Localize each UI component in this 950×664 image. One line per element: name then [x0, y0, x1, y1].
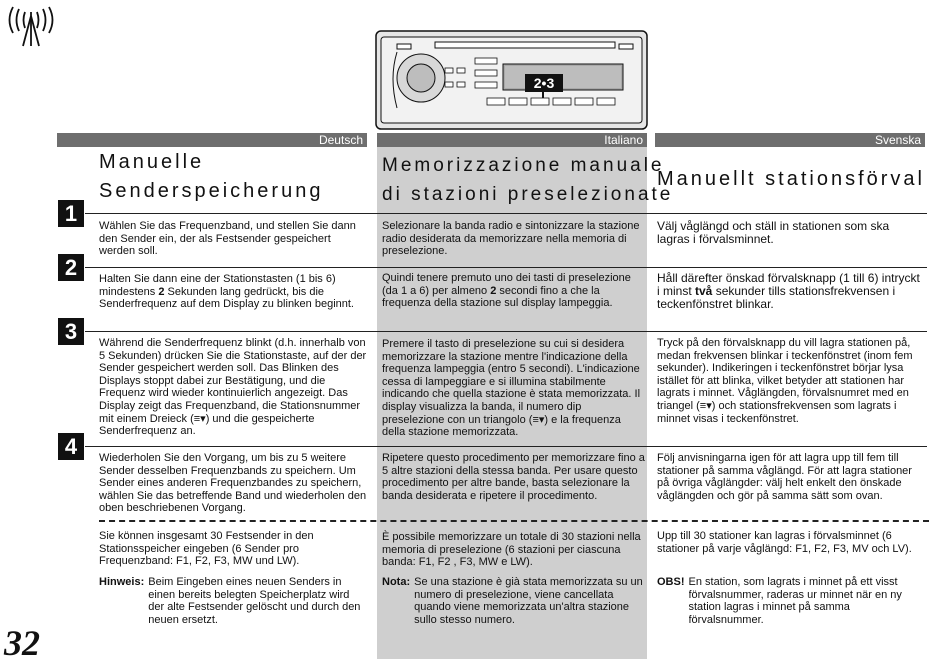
german-step-2-text: Halten Sie dann eine der Stationstasten (1 bis 6) mindestens 2 Sekunden lang gedrückt, bis die Senderfrequenz auf dem Display zu blinken beginnt. [99, 273, 354, 311]
italian-title: Memorizzazione manuale di stazioni preselezionate [382, 155, 674, 205]
swedish-header: Svenska [655, 133, 925, 147]
swedish-step-3-text: Tryck på den förvalsknapp du vill lagra stationen på, medan frekvensen blinkar i teckenfönstret (inom fem sekunder). Indikeringen i teckenfönstret börjar lysa istället för att blinka, vilket betyder att stationen har lagrats i minnet. Våglängden, förvalsnumret med en triangel (≡▾) och stationsfrekvensen som lagrats i minnet visas i teckenfönstret. [657, 337, 913, 425]
german-step-4-text: Wiederholen Sie den Vorgang, um bis zu 5 weitere Sender desselben Frequenzbands zu speichern. Um Sender eines anderen Frequenzbandes zu speichern, wählen Sie das betreffende Band und wiederholen den oben beschriebenen Vorgang. [99, 452, 367, 515]
step-number-4: 4 [58, 433, 84, 460]
preset-triangle-icon: ≡▾ [193, 412, 206, 425]
swedish-step-1-text: Välj våglängd och ställ in stationen som ska lagras i förvalsminnet. [657, 219, 890, 246]
divider-step-1 [85, 213, 927, 214]
divider-step-4 [85, 446, 927, 447]
swedish-step-4-text: Följ anvisningarna igen för att lagra upp till fem till stationer på samma våglängd. För att lagra stationer på övriga våglängder: välj helt enkelt den önskade våglängden och gör på samma sätt som ovan. [657, 452, 912, 502]
radio-antenna-icon [6, 6, 56, 48]
step-number-1: 1 [58, 200, 84, 227]
divider-step-2 [85, 267, 927, 268]
german-step-1-text: Wählen Sie das Frequenzband, und stellen Sie dann den Sender ein, der als Festsender gespeichert werden soll. [99, 220, 356, 258]
preset-buttons-callout: 2•3 [533, 75, 555, 91]
preset-triangle-icon: ≡▾ [699, 399, 712, 412]
italian-step-1-text: Selezionare la banda radio e sintonizzare la stazione radio desiderata da memorizzare nella memoria di preselezione. [382, 220, 640, 258]
dashed-separator [99, 520, 929, 522]
preset-triangle-icon: ≡▾ [532, 413, 545, 426]
swedish-step-2-text: Håll därefter önskad förvalsknapp (1 till 6) intryckt i minst två sekunder tills stationsfrekvensen i teckenfönstret blinkar. [657, 271, 920, 311]
swedish-title: Manuellt stationsförval [657, 168, 925, 190]
italian-step-2-text: Quindi tenere premuto uno dei tasti di preselezione (da 1 a 6) per almeno 2 secondi fino a che la frequenza della stazione sul display lampeggia. [382, 272, 631, 310]
german-step-3-text: Während die Senderfrequenz blinkt (d.h. innerhalb von 5 Sekunden) drücken Sie die Stationstaste, auf der der Sender gespeichert werden soll. Das Blinken des Displays stoppt dabei zur Bestätigung, und die Frequenz wird wieder kontinuierlich angezeigt. Das Display zeigt das Frequenzband, die Stationsnummer mit einem Dreieck (≡▾) und die gespeicherte Senderfrequenz an. [99, 337, 367, 438]
german-header: Deutsch [57, 133, 367, 147]
divider-step-3 [85, 331, 927, 332]
step-number-2: 2 [58, 254, 84, 281]
step-number-3: 3 [58, 318, 84, 345]
head-unit-illustration [375, 30, 648, 130]
italian-header: Italiano [377, 133, 647, 147]
german-title: Manuelle Senderspeicherung [99, 151, 324, 202]
italian-note: Nota: Se una stazione è già stata memorizzata su un numero di preselezione, viene cancellata quando viene memorizzata un'altra stazione sullo stesso numero. [382, 576, 643, 626]
swedish-note: OBS! En station, som lagrats i minnet på ett visst förvalsnummer, raderas ur minnet när en ny station lagras i minnet på samma förvalsnummer. [657, 576, 902, 626]
page-number: 32 [4, 623, 40, 663]
italian-info-text: È possibile memorizzare un totale di 30 stazioni nella memoria di preselezione (6 stazioni per ciascuna banda: F1, F2 , F3, MW e LW). [382, 531, 641, 569]
swedish-info-text: Upp till 30 stationer kan lagras i förvalsminnet (6 stationer på varje våglängd: F1, F2, F3, MV och LV). [657, 530, 912, 555]
german-info-text: Sie können insgesamt 30 Festsender in den Stationsspeicher eingeben (6 Sender pro Frequenzband: F1, F2, F3, MW und LW). [99, 530, 314, 568]
italian-step-3-text: Premere il tasto di preselezione su cui si desidera memorizzare la stazione mentre l'indicazione della frequenza lampeggia (entro 5 secondi). L'indicazione cessa di lampeggiare e si illumina stabilmente indicando che quella stazione è stata memorizzata. Il display visualizza la banda, il numero dip preselezione con un triangolo (≡▾) e la frequenza della stazione memorizzata. [382, 338, 641, 439]
german-note: Hinweis: Beim Eingeben eines neuen Senders in einen bereits belegten Speicherplatz wird der alte Festsender gelöscht und durch den neuen ersetzt. [99, 576, 361, 626]
italian-step-4-text: Ripetere questo procedimento per memorizzare fino a 5 altre stazioni della stessa banda. Per usare questo procedimento per altre bande, basta selezionare la banda desiderata e ripetere il procedimento. [382, 452, 645, 502]
